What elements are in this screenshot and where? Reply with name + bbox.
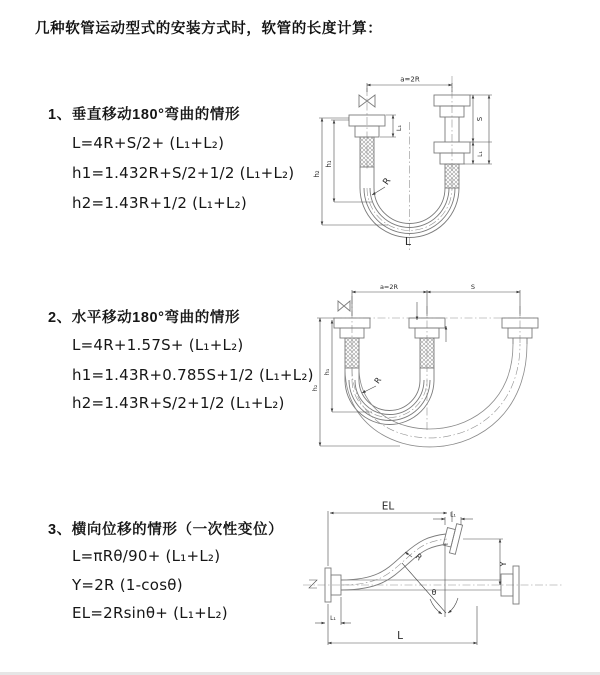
angle-label: θ: [431, 588, 437, 597]
u-bend-hose: [345, 368, 434, 425]
dim-label-h2: h₂: [313, 170, 321, 178]
page-title: 几种软管运动型式的安装方式时，软管的长度计算：: [35, 21, 383, 37]
section-3-formula-el: EL=2Rsinθ+ (L₁+L₂): [72, 604, 228, 622]
dim-label-s: S: [476, 116, 484, 122]
section-2-heading: 2、水平移动180°弯曲的情形: [48, 310, 241, 326]
left-pipe-end: [349, 115, 385, 188]
section-2-formula-h2: h2=1.43R+S/2+1/2 (L₁+L₂): [72, 394, 285, 412]
section-1-formula-h2: h2=1.43R+1/2 (L₁+L₂): [72, 194, 247, 212]
section-3-heading: 3、横向位移的情形（一次性变位）: [48, 522, 284, 538]
break-mark: [309, 580, 317, 588]
dim-label-y: Y: [499, 561, 508, 567]
displaced-hose: [345, 344, 527, 447]
centerlines: [367, 76, 452, 252]
dim-label-h1: h₁: [323, 368, 331, 376]
dim-label-l1-right: L₁: [477, 151, 484, 157]
dim-label-l1-bottom: L₁: [330, 615, 336, 622]
dim-label-h2: h₂: [311, 384, 319, 392]
braid-section: [360, 137, 374, 167]
section-1-formula-h1: h1=1.432R+S/2+1/2 (L₁+L₂): [72, 164, 295, 182]
dim-label-a2r: a=2R: [379, 283, 399, 291]
figure-vertical-180-bend: [300, 70, 600, 270]
dim-label-el: EL: [381, 500, 395, 513]
braid-section: [445, 164, 459, 188]
dim-label-l1-left: L₁: [395, 124, 403, 132]
dim-label-l1-top: L₁: [450, 511, 456, 519]
dimensions: [313, 76, 492, 249]
s-curve-centerline: [341, 539, 447, 585]
section-3-formula-l: L=πRθ/90+ (L₁+L₂): [72, 547, 221, 565]
s-curve-hose: [341, 534, 448, 590]
dim-label-l: L: [397, 630, 403, 642]
valve-icon: [338, 301, 350, 311]
displaced-hose-centerline: [352, 344, 520, 438]
figure-lateral-displacement: [295, 495, 600, 660]
section-2-formula-h1: h1=1.43R+0.785S+1/2 (L₁+L₂): [72, 366, 314, 384]
dimensions: [315, 501, 508, 646]
section-2-formula-l: L=4R+1.57S+ (L₁+L₂): [72, 336, 244, 354]
section-3-formula-y: Y=2R (1-cosθ): [72, 576, 183, 594]
braid-section: [420, 338, 434, 368]
radius-label: R: [372, 375, 384, 386]
length-label: L: [404, 235, 412, 248]
dim-label-a2r: a=2R: [400, 75, 420, 84]
radius-label: R: [413, 551, 424, 563]
section-1-formula-l: L=4R+S/2+ (L₁+L₂): [72, 134, 225, 152]
dim-label-h1: h₁: [325, 160, 333, 168]
radius-label: R: [381, 176, 394, 188]
dim-label-s: S: [470, 283, 476, 291]
figure-horizontal-180-bend: [300, 280, 600, 475]
section-1-heading: 1、垂直移动180°弯曲的情形: [48, 107, 241, 123]
braid-section: [345, 338, 359, 368]
